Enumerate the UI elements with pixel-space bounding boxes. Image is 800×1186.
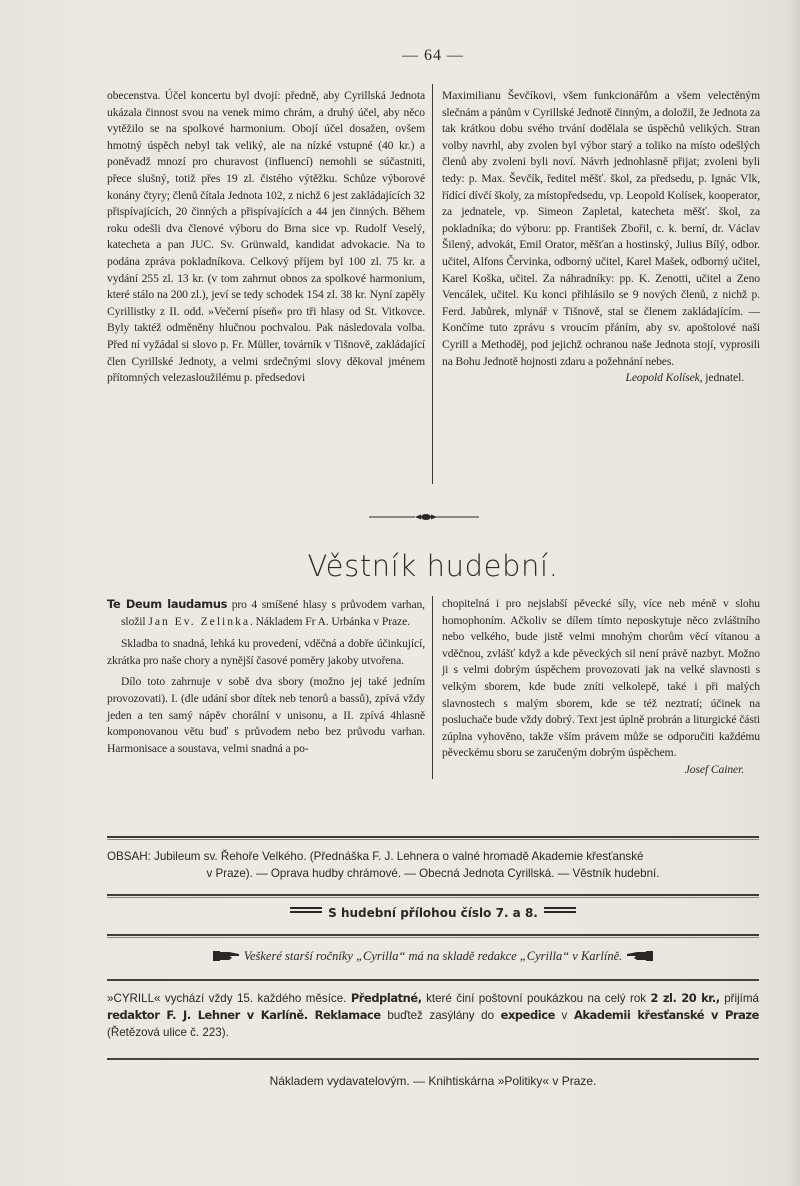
music-news-left-column (107, 596, 425, 762)
section-ornament-divider (369, 510, 479, 524)
report-paragraph: obecenstva. Účel koncertu byl dvojí: předně, aby Cyrillská Jednota ukázala činnost svou na venek mimo chrám, a druhý účel, aby něco vytěžilo se na spolkové harmonium. Obojí účel dosažen, ovšem hmotný úspěch nebyl tak veliký, ale na nízké vstupné (40 kr.) a poněvadž mnozí pro churavost (influencí) nemohli se súčastniti, přece slušný, totiž přes 19 zl. čistého výtěžku. Schůze výborové konány čtyry; členů čítala Jednota 102, z nichž 6 jest zakládajících 32 přispívajících, 20 činných a přispívajících a 44 jen činných. Během roku odešli dva členové výboru do Brna sice vp. Rudolf Veselý, katecheta a pan JUC. Sv. Grünwald, kandidat advokacie. Na to podána zpráva pokladníkova. Celkový příjem byl 100 zl. 75 kr. a vydání 255 zl. 13 kr. (v tom zahrnut obnos za spolkové harmonium, které stálo na 200 zl.), jeví se tedy schodek 154 zl. 38 kr. Nyní zapěly Cyrillistky z II. odd. »Večerní píseň« pro tři hlasy od St. Vitkovce. Byly taktéž odměněny hlučnou pochvalou. Pak následovala volba. Před ní vyžádal si slovo p. Fr. Müller, továrník v Tišnově, zakládající člen Cyrillské Jednoty, a velmi srdečnými slovy děkoval jménem přítomných velezasloužilému p. předsedovi (107, 89, 425, 385)
subscription-text: »CYRILL« vychází vždy 15. každého měsíce. (107, 992, 351, 1005)
horizontal-rule (107, 1058, 759, 1060)
review-paragraph: Skladba to snadná, lehká ku provedení, vděčná a dobře účinkující, zkrátka pro naše chory a nynější časové poměry jakoby utvořena. (107, 637, 425, 667)
column-divider (432, 84, 433, 484)
supplement-notice (107, 904, 759, 922)
subscription-info (107, 990, 759, 1042)
page-edge-shadow (786, 0, 800, 1186)
report-paragraph: Maximilianu Ševčíkovi, všem funkcionářům a všem velectěným slečnám a pánům v Cyrillské Jednotě činným, a doložil, že Jednota za tak krátkou dobu svého trvání dodělala se úspěchů velikých. Stran volby navrhl, aby zvolen byl výbor starý a toliko na místo odešlých členů aby zvoleni byli noví. Návrh jednohlasně přijat; zvoleni byli tedy: p. Max. Ševčík, ředitel měšť. škol, za předsedu, p. Ignác Vlk, řídící dívčí školy, za místopředsedu, vp. Leopold Kolísek, kooperator, za jednatele, vp. Simeon Zapletal, katecheta měšť. škol, za pokladníka; do výboru: pp. František Zbořil, c. k. berní, dr. Václav Šilený, advokát, Emil Orator, měšťan a hostinský, Julius Bílý, odbor. učitel, Alfons Červinka, odborný učitel, Karel Mašek, odborný učitel, Karel Koška, učitel. Za náhradníky: pp. K. Zenotti, učitel a Zeno Vencálek, učitel. Ku konci přihlásilo se 9 nových členů, z nichž p. Ferd. Jabůrek, mlynář v Tišnově, stal se členem zakládajícím. — Končíme tuto zprávu s vroucím přáním, aby sv. apoštolové naši Cyrill a Methoděj, pod jejichž ochranou naše Jednota stojí, vyprosili na Bohu Jednotě hojnosti zdaru a požehnání nebes. (442, 89, 760, 368)
pointing-hand-right-icon (213, 950, 241, 962)
subscription-text: v (554, 1009, 574, 1023)
decorative-bars-icon (544, 907, 576, 917)
subscription-emphasis: Akademii křesťanské v Praze (573, 1008, 759, 1023)
subscription-emphasis: redaktor F. J. Lehner v Karlíně. Reklamace (107, 1008, 381, 1023)
supplement-text: S hudební přílohou číslo 7. a 8. (328, 906, 538, 920)
work-description: pro 4 smíšené hlasy s průvodem varhan, složil (121, 598, 425, 628)
reviewer-name: Josef Cainer. (684, 762, 744, 776)
column-divider (432, 596, 433, 779)
composer-name: Jan Ev. Zelinka (148, 614, 251, 628)
page-number: — 64 — (402, 47, 464, 64)
subscription-emphasis: expedice (500, 1008, 555, 1023)
section-title: Věstník hudební. (307, 549, 559, 583)
contents-line: OBSAH: Jubileum sv. Řehoře Velkého. (Přednáška F. J. Lehnera o valné hromadě Akademie křesťanské (107, 850, 644, 863)
horizontal-rule (107, 836, 759, 840)
colophon: Nákladem vydavatelovým. — Knihtiskárna »Politiky« v Praze. (269, 1074, 597, 1088)
reviewer-signature (442, 762, 760, 779)
work-title: Te Deum laudamus (107, 597, 228, 611)
review-paragraph: Dílo toto zahrnuje v sobě dva sbory (možno jej také jedním provozovati). I. (dle udání sbor dítek neb tenorů a bassů), zpívá vždy jeden a ten samý nápěv chorální v unisonu, a II. zpívá 4hlasně komponovanou větu buď s průvodem nebo bez průvodu varhan. Harmonisace a soustava, velmi snadná a po- (107, 675, 425, 755)
subscription-price: 2 zl. 20 kr., (650, 991, 720, 1005)
signature-role: jednatel. (702, 371, 744, 385)
music-news-right-column (442, 596, 760, 779)
work-entry (107, 596, 425, 630)
contents-line: v Praze). — Oprava hudby chrámové. — Obecná Jednota Cyrillská. — Věstník hudební. (206, 867, 660, 880)
subscription-text: které činí poštovní poukázkou na celý rok (421, 992, 651, 1005)
report-signature (442, 370, 760, 387)
report-left-column (107, 88, 425, 387)
horizontal-rule (107, 894, 759, 898)
horizontal-rule (107, 934, 759, 938)
subscription-text: přijímá (719, 992, 759, 1005)
subscription-text: (Řetězová ulice č. 223). (107, 1026, 229, 1040)
publisher-info: . Nákladem Fr A. Urbánka v Praze. (250, 614, 410, 628)
signature-name: Leopold Kolísek, (625, 371, 703, 385)
decorative-bars-icon (290, 907, 322, 917)
subscription-text: buďtež zasýlány do (380, 1009, 501, 1023)
review-paragraph: chopitelná i pro nejslabší pěvecké síly, více neb méně v slohu homophoním. Ačkoliv se dílem tímto neposkytuje něco zvláštního nebo velkého, bude jistě velmi mnohým chorům věcí vítanou a vděčnou, zvlášť když a kde pěveckých sil není právě nazbyt. Možno ji s velmi dobrým úspěchem provozovati jak na velké slavnosti s velkým sborem, kde bude zníti velkolepě, také i při malých slavnostech s malým sborem, kde se též neztratí; účinek na posluchače bude vždy dobrý. Text jest úplně probrán a liturgické části zúplna vyhověno, takže vším právem může se odporučiti každému pěveckému sboru se zaručeným dobrým úspěchem. (442, 597, 760, 760)
report-right-column (442, 88, 760, 387)
horizontal-rule (107, 979, 759, 981)
subscription-emphasis: Předplatné, (350, 991, 422, 1005)
pointing-hand-left-icon (625, 950, 653, 962)
table-of-contents (107, 848, 759, 882)
notice-text: Veškeré starší ročníky „Cyrilla“ má na skladě redakce „Cyrilla“ v Karlíně. (243, 949, 623, 963)
back-issues-notice (107, 947, 759, 965)
